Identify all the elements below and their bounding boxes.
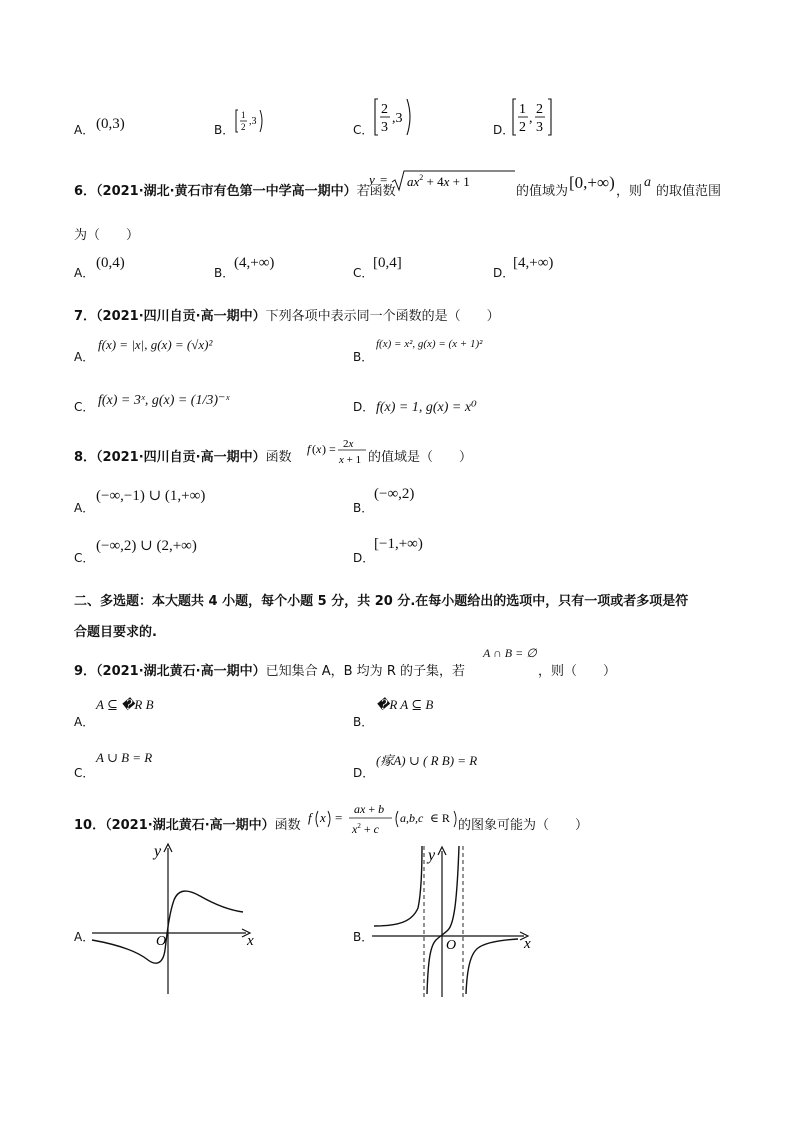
- svg-text:2: 2: [381, 102, 388, 117]
- q6-option-a-label: A．: [74, 266, 95, 280]
- q6-text-c: ，则: [616, 184, 643, 199]
- option-a-value: (0,3): [96, 116, 125, 132]
- option-d-value: [510, 96, 558, 138]
- option-d-label: D．: [493, 123, 515, 137]
- q7-option-d-value: f(x) = 1, g(x) = x⁰: [376, 400, 477, 415]
- q9-option-a-value: A ⊆ �R B: [96, 697, 154, 712]
- q8-option-a-value: (−∞,−1) ∪ (1,+∞): [96, 488, 206, 504]
- question-source: （2021·四川自贡·高一期中）: [96, 309, 266, 324]
- svg-text:x: x: [320, 810, 326, 825]
- q6-option-d-value: [4,+∞): [513, 255, 554, 271]
- svg-text:2: 2: [536, 102, 543, 117]
- q10-graph-a: [90, 842, 270, 1000]
- q8-text-b: 的值域是（ ）: [368, 450, 473, 465]
- y-axis-label: y: [428, 847, 436, 864]
- q6-option-b-value: (4,+∞): [234, 255, 275, 271]
- question-text: 已知集合 A，B 均为 R 的子集，若: [265, 664, 465, 679]
- question-9: [74, 660, 465, 679]
- q6-option-c-value: [0,4]: [373, 255, 402, 271]
- q9-option-a-label: A．: [74, 715, 95, 729]
- q6-option-c-label: C．: [353, 266, 374, 280]
- question-number: 7．: [74, 309, 97, 324]
- option-c-label: C．: [353, 123, 374, 137]
- q6-text-d: 的取值范围: [656, 184, 722, 199]
- svg-text:ax + b: ax + b: [354, 802, 385, 816]
- svg-text:f: f: [307, 442, 311, 456]
- svg-text:=: =: [335, 810, 343, 825]
- q9-option-d-value: (瘃A) ∪ ( R B) = R: [376, 753, 478, 768]
- svg-text:2: 2: [241, 122, 246, 132]
- q8-option-c-value: (−∞,2) ∪ (2,+∞): [96, 538, 197, 554]
- q7-option-b-label: B．: [353, 350, 374, 364]
- section-2-heading-line2: 合题目要求的.: [74, 625, 157, 640]
- q9-option-b-value: �R A ⊆ B: [376, 697, 434, 712]
- q10-graph-b: [368, 842, 548, 1000]
- question-6: [74, 180, 396, 199]
- svg-text:f: f: [308, 810, 312, 825]
- q7-option-c-value: f(x) = 3ˣ, g(x) = (1/3)⁻ˣ: [98, 393, 230, 408]
- origin-label: O: [156, 934, 167, 949]
- option-b-label: B．: [214, 123, 235, 137]
- question-text: 函数: [265, 450, 292, 465]
- svg-text:,3: ,3: [392, 111, 403, 126]
- q7-option-d-label: D．: [353, 400, 375, 414]
- q6-option-a-value: (0,4): [96, 255, 125, 271]
- question-number: 8．: [74, 450, 97, 465]
- question-text: 函数: [274, 818, 301, 833]
- svg-text:3: 3: [381, 120, 388, 135]
- q6-option-b-label: B．: [214, 266, 235, 280]
- q6-text-b: 的值域为: [516, 184, 569, 199]
- svg-text:) =: ) =: [322, 442, 336, 456]
- svg-text:x: x: [316, 442, 322, 456]
- question-8: [74, 446, 292, 465]
- svg-text:2: 2: [519, 120, 526, 135]
- q9-text-b: ，则（ ）: [538, 664, 617, 679]
- svg-text:a,b,c: a,b,c: [400, 811, 424, 825]
- svg-text:,3: ,3: [249, 116, 257, 127]
- q6-function: [367, 168, 517, 194]
- q7-option-b-value: f(x) = x², g(x) = (x + 1)²: [376, 338, 483, 350]
- question-source: （2021·四川自贡·高一期中）: [96, 450, 266, 465]
- q9-option-d-label: D．: [353, 766, 375, 780]
- question-source: （2021·湖北黄石·高一期中）: [96, 664, 266, 679]
- question-10: [74, 814, 301, 833]
- svg-text:1: 1: [519, 102, 526, 117]
- question-source: （2021·湖北黄石·高一期中）: [105, 818, 275, 833]
- question-number: 9．: [74, 664, 97, 679]
- x-axis-label: x: [247, 933, 254, 949]
- option-b-value: [233, 107, 273, 135]
- q10-text-b: 的图象可能为（ ）: [458, 818, 589, 833]
- question-text: 若函数: [356, 184, 396, 199]
- origin-label: O: [446, 938, 457, 953]
- q10-option-b-label: B．: [353, 930, 374, 944]
- q8-option-c-label: C．: [74, 551, 95, 565]
- svg-text:x2 + c: $x^2 + c$: [352, 822, 379, 836]
- svg-text:3: 3: [536, 120, 543, 135]
- x-axis-label: x: [524, 936, 531, 952]
- svg-text:=: =: [380, 172, 388, 187]
- svg-text:(: (: [312, 442, 316, 456]
- q6-var: a: [644, 175, 651, 190]
- svg-text:∈ R: ∈ R: [430, 811, 450, 825]
- q9-option-c-label: C．: [74, 766, 95, 780]
- q10-function: [306, 798, 458, 840]
- q7-option-c-label: C．: [74, 400, 95, 414]
- question-source: （2021·湖北·黄石市有色第一中学高一期中）: [96, 184, 357, 199]
- svg-text:x + 1: x + 1: [339, 454, 362, 466]
- svg-text:1: 1: [241, 110, 246, 120]
- svg-text:2x: 2x: [343, 438, 354, 450]
- q6-text-e: 为（ ）: [74, 228, 140, 243]
- option-a-label: A．: [74, 123, 95, 137]
- q8-option-d-value: [−1,+∞): [374, 536, 423, 552]
- svg-text:y: y: [369, 172, 375, 187]
- q8-option-a-label: A．: [74, 501, 95, 515]
- question-7: [74, 305, 500, 324]
- q6-range: [0,+∞): [569, 173, 615, 192]
- q10-option-a-label: A．: [74, 930, 95, 944]
- q8-function: [306, 434, 368, 470]
- q8-option-d-label: D．: [353, 551, 375, 565]
- svg-text:,: ,: [529, 111, 533, 126]
- svg-text:ax2 + 4x + 1: $ax^2 + 4x + 1$: [407, 173, 470, 189]
- question-number: 10．: [74, 818, 106, 833]
- q6-option-d-label: D．: [493, 266, 515, 280]
- q8-option-b-label: B．: [353, 501, 374, 515]
- question-text: 下列各项中表示同一个函数的是（ ）: [265, 309, 500, 324]
- q7-option-a-value: f(x) = |x|, g(x) = (√x)²: [98, 337, 213, 352]
- y-axis-label: y: [154, 843, 162, 860]
- question-number: 6．: [74, 184, 97, 199]
- q9-option-b-label: B．: [353, 715, 374, 729]
- q9-option-c-value: A ∪ B = R: [96, 750, 153, 765]
- option-c-value: [372, 96, 420, 138]
- q8-option-b-value: (−∞,2): [374, 486, 415, 502]
- section-2-heading-line1: 二、多选题：本大题共 4 小题，每个小题 5 分，共 20 分.在每小题给出的选项中，只有一项或者多项是符: [74, 594, 689, 609]
- q7-option-a-label: A．: [74, 350, 95, 364]
- q9-condition: A ∩ B = ∅: [483, 646, 537, 660]
